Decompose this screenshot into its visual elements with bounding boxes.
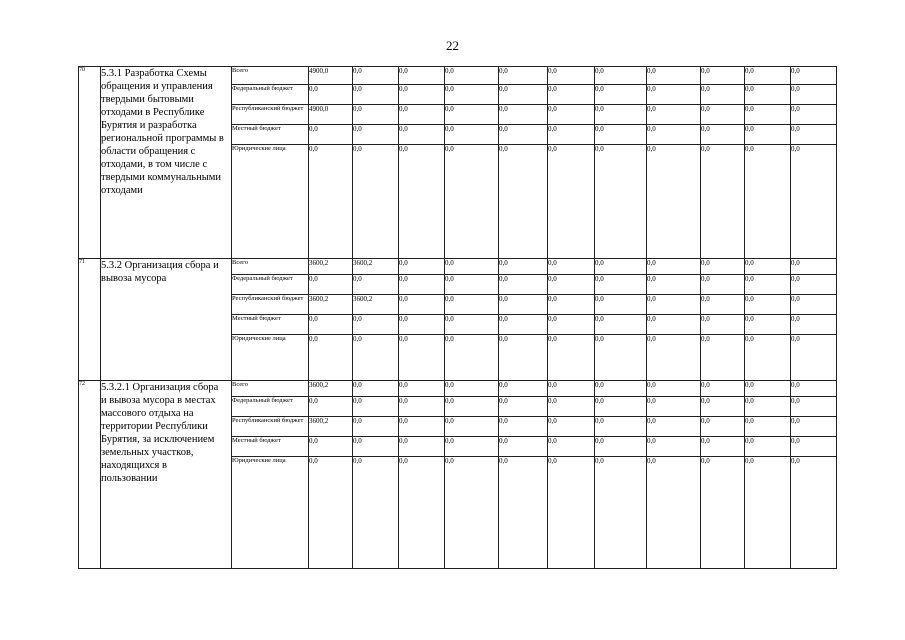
value-cell: 3600,2: [309, 381, 353, 397]
value-cell: 0,0: [745, 437, 791, 457]
value-cell: 0,0: [647, 125, 701, 145]
value-cell: 0,0: [745, 315, 791, 335]
value-cell: 0,0: [399, 275, 445, 295]
value-cell: 0,0: [399, 437, 445, 457]
value-cell: 3600,2: [309, 259, 353, 275]
value-cell: 0,0: [701, 275, 745, 295]
value-cell: 0,0: [548, 67, 595, 85]
value-cell: 0,0: [701, 457, 745, 569]
value-cell: 0,0: [499, 397, 548, 417]
value-cell: 0,0: [791, 145, 837, 259]
value-cell: 0,0: [399, 397, 445, 417]
funding-source: Федеральный бюджет: [232, 397, 309, 417]
value-cell: 0,0: [499, 85, 548, 105]
value-cell: 0,0: [701, 417, 745, 437]
value-cell: 3600,2: [353, 259, 399, 275]
value-cell: 0,0: [791, 67, 837, 85]
funding-source: Всего: [232, 67, 309, 85]
value-cell: 0,0: [353, 125, 399, 145]
value-cell: 0,0: [353, 417, 399, 437]
value-cell: 0,0: [647, 67, 701, 85]
value-cell: 0,0: [745, 125, 791, 145]
table-row: [79, 67, 837, 85]
value-cell: 0,0: [701, 145, 745, 259]
value-cell: 0,0: [595, 85, 647, 105]
value-cell: 0,0: [548, 437, 595, 457]
value-cell: 0,0: [445, 437, 499, 457]
value-cell: 0,0: [445, 315, 499, 335]
value-cell: 0,0: [745, 381, 791, 397]
value-cell: 0,0: [701, 67, 745, 85]
value-cell: 0,0: [745, 85, 791, 105]
value-cell: 0,0: [701, 125, 745, 145]
value-cell: 0,0: [701, 315, 745, 335]
value-cell: 0,0: [548, 417, 595, 437]
value-cell: 0,0: [745, 335, 791, 381]
value-cell: 0,0: [745, 457, 791, 569]
value-cell: 0,0: [745, 105, 791, 125]
value-cell: 0,0: [548, 335, 595, 381]
table-row: [79, 381, 837, 397]
value-cell: 0,0: [499, 457, 548, 569]
value-cell: 0,0: [499, 105, 548, 125]
value-cell: 0,0: [399, 85, 445, 105]
value-cell: 0,0: [353, 335, 399, 381]
value-cell: 0,0: [701, 437, 745, 457]
value-cell: 0,0: [399, 335, 445, 381]
value-cell: 0,0: [353, 437, 399, 457]
value-cell: 0,0: [548, 125, 595, 145]
value-cell: 0,0: [701, 397, 745, 417]
value-cell: 0,0: [353, 85, 399, 105]
value-cell: 3600,2: [353, 295, 399, 315]
funding-source: Федеральный бюджет: [232, 275, 309, 295]
value-cell: 0,0: [499, 259, 548, 275]
value-cell: 0,0: [499, 437, 548, 457]
page-number: 22: [446, 38, 459, 53]
budget-table: [78, 66, 837, 569]
value-cell: 0,0: [595, 295, 647, 315]
row-number: 72: [79, 381, 101, 569]
value-cell: 0,0: [595, 381, 647, 397]
funding-source: Всего: [232, 381, 309, 397]
value-cell: 0,0: [701, 85, 745, 105]
funding-source: Местный бюджет: [232, 125, 309, 145]
value-cell: 0,0: [499, 295, 548, 315]
value-cell: 0,0: [445, 125, 499, 145]
value-cell: 3600,2: [309, 417, 353, 437]
value-cell: 0,0: [548, 105, 595, 125]
value-cell: 0,0: [595, 259, 647, 275]
value-cell: 0,0: [745, 67, 791, 85]
value-cell: 0,0: [353, 105, 399, 125]
value-cell: 0,0: [701, 381, 745, 397]
value-cell: 0,0: [595, 125, 647, 145]
value-cell: 0,0: [353, 457, 399, 569]
funding-source: Федеральный бюджет: [232, 85, 309, 105]
table-row: [79, 259, 837, 275]
value-cell: 0,0: [309, 335, 353, 381]
value-cell: 0,0: [499, 417, 548, 437]
value-cell: 0,0: [499, 381, 548, 397]
value-cell: 0,0: [399, 295, 445, 315]
value-cell: 0,0: [745, 145, 791, 259]
value-cell: 0,0: [647, 397, 701, 417]
value-cell: 0,0: [595, 315, 647, 335]
value-cell: 0,0: [399, 125, 445, 145]
value-cell: 0,0: [353, 145, 399, 259]
value-cell: 0,0: [595, 417, 647, 437]
value-cell: 0,0: [548, 457, 595, 569]
funding-source: Местный бюджет: [232, 315, 309, 335]
value-cell: 0,0: [595, 335, 647, 381]
value-cell: 0,0: [445, 85, 499, 105]
value-cell: 0,0: [595, 397, 647, 417]
value-cell: 0,0: [399, 457, 445, 569]
value-cell: 0,0: [445, 295, 499, 315]
value-cell: 0,0: [309, 457, 353, 569]
value-cell: 0,0: [745, 275, 791, 295]
value-cell: 0,0: [309, 125, 353, 145]
row-number: 70: [79, 67, 101, 259]
value-cell: 0,0: [791, 417, 837, 437]
value-cell: 0,0: [309, 437, 353, 457]
value-cell: 0,0: [647, 437, 701, 457]
value-cell: 0,0: [595, 67, 647, 85]
value-cell: 0,0: [701, 259, 745, 275]
value-cell: 0,0: [548, 295, 595, 315]
value-cell: 0,0: [647, 105, 701, 125]
value-cell: 0,0: [595, 275, 647, 295]
value-cell: 0,0: [647, 417, 701, 437]
value-cell: 0,0: [647, 259, 701, 275]
value-cell: 0,0: [499, 275, 548, 295]
value-cell: 0,0: [309, 315, 353, 335]
funding-source: Республиканский бюджет: [232, 105, 309, 125]
value-cell: 0,0: [445, 335, 499, 381]
value-cell: 0,0: [445, 275, 499, 295]
value-cell: 0,0: [745, 397, 791, 417]
value-cell: 0,0: [499, 145, 548, 259]
value-cell: 0,0: [595, 145, 647, 259]
value-cell: 0,0: [791, 381, 837, 397]
value-cell: 0,0: [399, 259, 445, 275]
funding-source: Юридические лица: [232, 145, 309, 259]
value-cell: 4900,0: [309, 67, 353, 85]
value-cell: 0,0: [595, 437, 647, 457]
value-cell: 0,0: [445, 417, 499, 437]
funding-source: Местный бюджет: [232, 437, 309, 457]
value-cell: 0,0: [445, 145, 499, 259]
value-cell: 0,0: [399, 67, 445, 85]
value-cell: 0,0: [353, 275, 399, 295]
value-cell: 0,0: [445, 397, 499, 417]
value-cell: 0,0: [548, 381, 595, 397]
funding-source: Республиканский бюджет: [232, 417, 309, 437]
value-cell: 0,0: [701, 335, 745, 381]
value-cell: 0,0: [791, 275, 837, 295]
value-cell: 0,0: [745, 417, 791, 437]
value-cell: 0,0: [399, 315, 445, 335]
value-cell: 0,0: [548, 259, 595, 275]
value-cell: 0,0: [499, 67, 548, 85]
activity-name: 5.3.2 Организация сбора и вывоза мусора: [101, 259, 232, 381]
value-cell: 0,0: [791, 259, 837, 275]
activity-name: 5.3.1 Разработка Схемы обращения и управления твердыми бытовыми отходами в Республике Бурятия и разработка региональной программы в области обращения с отходами, в том числе с твердыми коммунальными отходами: [101, 67, 232, 259]
value-cell: 0,0: [791, 397, 837, 417]
value-cell: 0,0: [647, 315, 701, 335]
row-number: 71: [79, 259, 101, 381]
value-cell: 0,0: [353, 67, 399, 85]
value-cell: 0,0: [309, 275, 353, 295]
value-cell: 0,0: [745, 259, 791, 275]
value-cell: 3600,2: [309, 295, 353, 315]
value-cell: 0,0: [647, 381, 701, 397]
value-cell: 0,0: [595, 457, 647, 569]
value-cell: 0,0: [499, 125, 548, 145]
value-cell: 0,0: [791, 295, 837, 315]
value-cell: 0,0: [647, 457, 701, 569]
value-cell: 0,0: [445, 67, 499, 85]
value-cell: 0,0: [548, 85, 595, 105]
activity-name: 5.3.2.1 Организация сбора и вывоза мусора в местах массового отдыха на территории Республики Бурятия, за исключением земельных участков, находящихся в пользовании: [101, 381, 232, 569]
value-cell: 0,0: [353, 397, 399, 417]
funding-source: Юридические лица: [232, 457, 309, 569]
value-cell: 0,0: [445, 381, 499, 397]
value-cell: 0,0: [499, 315, 548, 335]
value-cell: 0,0: [548, 275, 595, 295]
value-cell: 0,0: [791, 105, 837, 125]
value-cell: 0,0: [791, 125, 837, 145]
value-cell: 0,0: [445, 259, 499, 275]
value-cell: 0,0: [595, 105, 647, 125]
value-cell: 0,0: [647, 335, 701, 381]
value-cell: 0,0: [499, 335, 548, 381]
funding-source: Всего: [232, 259, 309, 275]
value-cell: 0,0: [309, 145, 353, 259]
value-cell: 0,0: [548, 315, 595, 335]
value-cell: 0,0: [548, 145, 595, 259]
value-cell: 0,0: [791, 437, 837, 457]
value-cell: 0,0: [399, 145, 445, 259]
funding-source: Юридические лица: [232, 335, 309, 381]
value-cell: 0,0: [353, 381, 399, 397]
value-cell: 0,0: [791, 85, 837, 105]
value-cell: 0,0: [445, 457, 499, 569]
value-cell: 0,0: [701, 105, 745, 125]
value-cell: 0,0: [309, 85, 353, 105]
value-cell: 0,0: [399, 105, 445, 125]
value-cell: 0,0: [647, 145, 701, 259]
funding-source: Республиканский бюджет: [232, 295, 309, 315]
value-cell: 0,0: [399, 417, 445, 437]
value-cell: 0,0: [399, 381, 445, 397]
value-cell: 0,0: [791, 335, 837, 381]
value-cell: 0,0: [548, 397, 595, 417]
value-cell: 0,0: [701, 295, 745, 315]
value-cell: 0,0: [745, 295, 791, 315]
value-cell: 0,0: [791, 315, 837, 335]
value-cell: 0,0: [309, 397, 353, 417]
value-cell: 0,0: [791, 457, 837, 569]
value-cell: 0,0: [647, 275, 701, 295]
value-cell: 0,0: [647, 295, 701, 315]
value-cell: 0,0: [647, 85, 701, 105]
value-cell: 0,0: [445, 105, 499, 125]
value-cell: 4900,0: [309, 105, 353, 125]
value-cell: 0,0: [353, 315, 399, 335]
